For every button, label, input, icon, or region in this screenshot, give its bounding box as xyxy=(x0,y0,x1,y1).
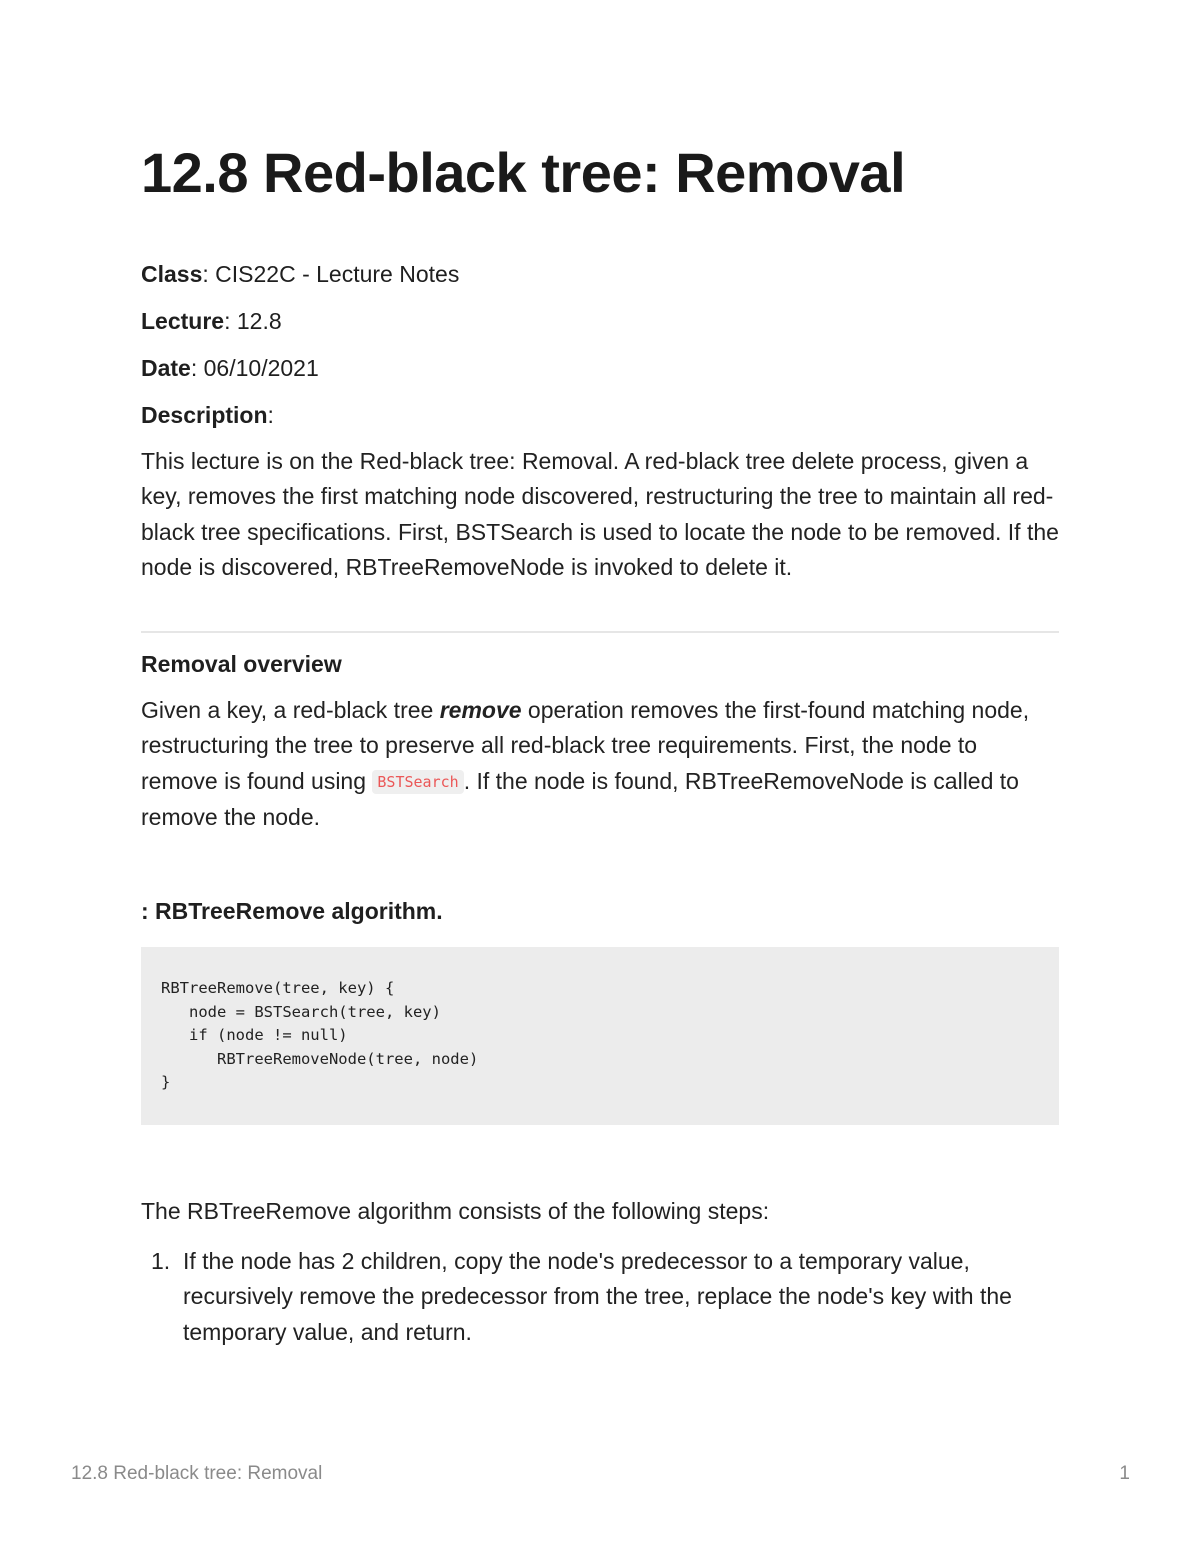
steps-list xyxy=(141,1244,1059,1350)
overview-text-middle: operation removes the first-found matching node, restructuring the tree to preserve all red-black tree requirements. First, the node to remove is found using xyxy=(141,697,1030,794)
meta-description xyxy=(141,400,274,430)
overview-heading: Removal overview xyxy=(141,651,342,677)
meta-description-label: Description xyxy=(141,402,268,428)
algorithm-heading: : RBTreeRemove algorithm. xyxy=(141,898,443,924)
footer-title: 12.8 Red-black tree: Removal xyxy=(71,1463,323,1484)
code-block-content: RBTreeRemove(tree, key) { node = BSTSearch(tree, key) if (node != null) RBTreeRemoveNode(tree, node) } xyxy=(161,979,479,1092)
list-item xyxy=(141,1244,1059,1350)
overview-emphasis: remove xyxy=(439,697,522,723)
meta-class-label: Class xyxy=(141,261,203,287)
footer-page-number: 1 xyxy=(1119,1463,1130,1484)
step-number: 1. xyxy=(151,1248,171,1274)
overview-text-before: Given a key, a red-black tree xyxy=(141,697,440,723)
meta-lecture-value: : 12.8 xyxy=(224,308,282,334)
inline-code-bstsearch: BSTSearch xyxy=(372,770,463,794)
meta-lecture xyxy=(141,306,282,336)
step-text: If the node has 2 children, copy the node's predecessor to a temporary value, recursively remove the predecessor from the tree, replace the node's key with the temporary value, and return. xyxy=(183,1248,1012,1345)
steps-intro: The RBTreeRemove algorithm consists of the following steps: xyxy=(141,1198,770,1224)
meta-date-label: Date xyxy=(141,355,191,381)
section-divider xyxy=(141,631,1059,633)
meta-lecture-label: Lecture xyxy=(141,308,225,334)
meta-class-value: : CIS22C - Lecture Notes xyxy=(202,261,460,287)
overview-text-after: . If the node is found, RBTreeRemoveNode is called to remove the node. xyxy=(141,767,1019,830)
meta-description-colon: : xyxy=(267,402,274,428)
page-title: 12.8 Red-black tree: Removal xyxy=(141,141,906,204)
code-block xyxy=(141,947,1059,1125)
description-text: This lecture is on the Red-black tree: Removal. A red-black tree delete process, given a key, removes the first matching node discovered, restructuring the tree to maintain all red-black tree specifications. First, BSTSearch is used to locate the node to be removed. If the node is discovered, RBTreeRemoveNode is invoked to delete it. xyxy=(141,448,1059,580)
meta-date-value: : 06/10/2021 xyxy=(190,355,319,381)
meta-date xyxy=(141,353,319,383)
overview-paragraph xyxy=(141,693,1059,835)
meta-class xyxy=(141,259,459,289)
